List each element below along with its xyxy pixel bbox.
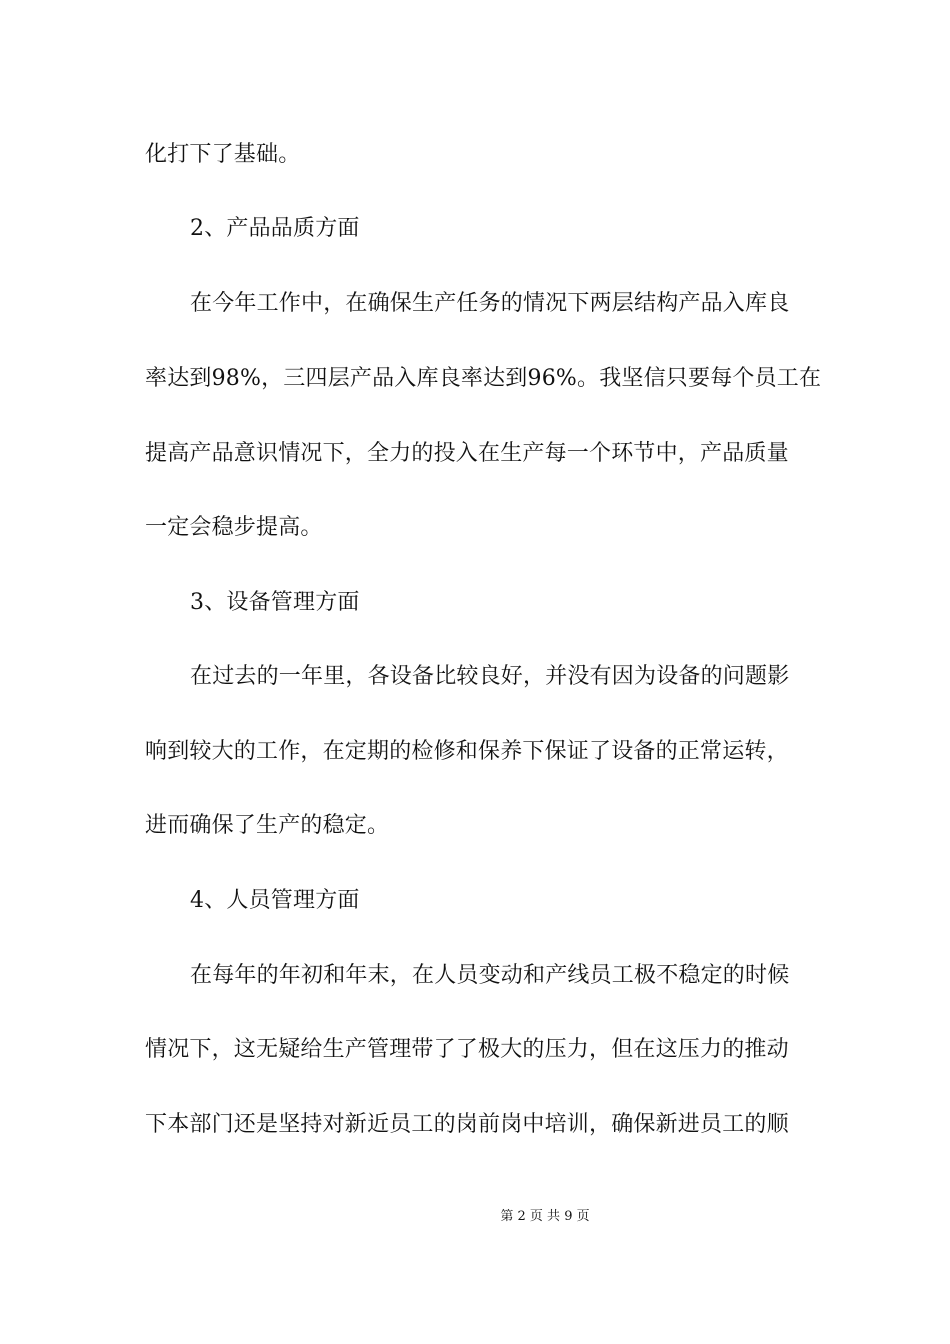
paragraph-line: 一定会稳步提高。 xyxy=(145,515,323,540)
paragraph-line: 在每年的年初和年末，在人员变动和产线员工极不稳定的时候 xyxy=(190,963,790,988)
paragraph-line: 率达到98%，三四层产品入库良率达到96%。我坚信只要每个员工在 xyxy=(145,366,822,391)
paragraph-line: 响到较大的工作，在定期的检修和保养下保证了设备的正常运转， xyxy=(145,739,789,764)
section-heading: 2、产品品质方面 xyxy=(190,216,360,241)
section-heading: 4、人员管理方面 xyxy=(190,888,360,913)
paragraph-line: 在过去的一年里，各设备比较良好，并没有因为设备的问题影 xyxy=(190,664,790,689)
page-footer: 第 2 页 共 9 页 xyxy=(500,1209,590,1224)
paragraph-line: 提高产品意识情况下，全力的投入在生产每一个环节中，产品质量 xyxy=(145,441,789,466)
paragraph-line: 下本部门还是坚持对新近员工的岗前岗中培训，确保新进员工的顺 xyxy=(145,1112,789,1137)
paragraph-line: 在今年工作中，在确保生产任务的情况下两层结构产品入库良 xyxy=(190,291,790,316)
paragraph-line: 进而确保了生产的稳定。 xyxy=(145,813,390,838)
section-heading: 3、设备管理方面 xyxy=(190,590,360,615)
paragraph-line: 化打下了基础。 xyxy=(145,142,301,167)
paragraph-line: 情况下，这无疑给生产管理带了了极大的压力，但在这压力的推动 xyxy=(145,1037,789,1062)
